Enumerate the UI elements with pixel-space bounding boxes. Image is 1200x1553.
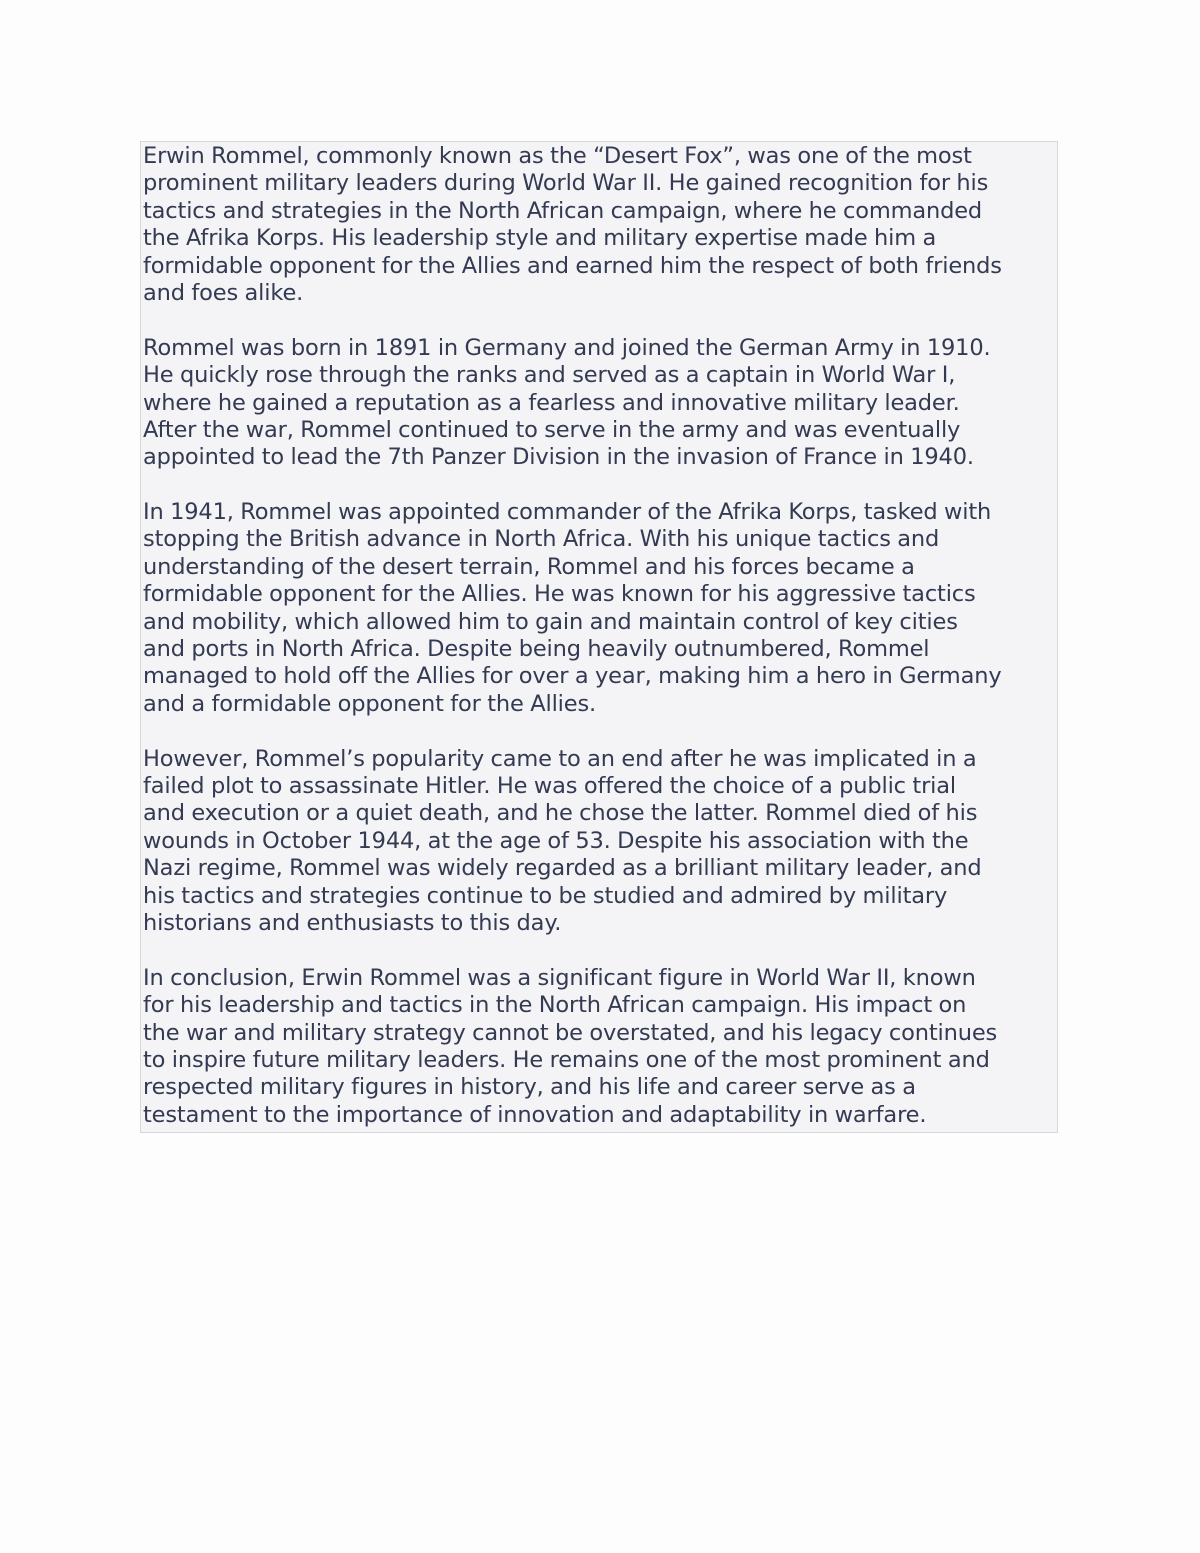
paragraph-3 [143,499,1057,718]
text-line: and ports in North Africa. Despite being heavily outnumbered, Rommel [143,636,930,663]
text-line: managed to hold off the Allies for over a year, making him a hero in Germany [143,663,1002,690]
text-line: failed plot to assassinate Hitler. He was offered the choice of a public trial [143,772,957,799]
document-text-box [140,141,1058,1133]
text-line: formidable opponent for the Allies and earned him the respect of both friends [143,252,1002,279]
text-line: In conclusion, Erwin Rommel was a significant figure in World War II, known [143,964,976,991]
paragraph-4 [143,746,1057,938]
text-line: appointed to lead the 7th Panzer Division in the invasion of France in 1940. [143,444,974,471]
text-line: his tactics and strategies continue to be studied and admired by military [143,882,948,909]
text-line: to inspire future military leaders. He remains one of the most prominent and [143,1046,990,1073]
text-line: prominent military leaders during World War II. He gained recognition for his [143,170,989,197]
text-line: wounds in October 1944, at the age of 53. Despite his association with the [143,827,969,854]
text-line: the war and military strategy cannot be overstated, and his legacy continues [143,1019,998,1046]
text-line: In 1941, Rommel was appointed commander of the Afrika Korps, tasked with [143,499,992,526]
text-line: and mobility, which allowed him to gain and maintain control of key cities [143,608,958,635]
text-line: where he gained a reputation as a fearless and innovative military leader. [143,389,960,416]
text-line: respected military figures in history, and his life and career serve as a [143,1074,916,1101]
text-line: Rommel was born in 1891 in Germany and joined the German Army in 1910. [143,334,991,361]
text-line: After the war, Rommel continued to serve in the army and was eventually [143,416,961,443]
text-line: and execution or a quiet death, and he chose the latter. Rommel died of his [143,800,978,827]
text-line: However, Rommel’s popularity came to an end after he was implicated in a [143,745,977,772]
text-line: He quickly rose through the ranks and served as a captain in World War I, [143,362,956,389]
text-line: stopping the British advance in North Africa. With his unique tactics and [143,526,940,553]
text-line: for his leadership and tactics in the North African campaign. His impact on [143,992,967,1019]
text-line: understanding of the desert terrain, Rommel and his forces became a [143,553,915,580]
text-line: and foes alike. [143,279,304,306]
paragraph-1 [143,143,1057,307]
text-line: and a formidable opponent for the Allies. [143,690,597,717]
paragraph-5 [143,965,1057,1129]
text-line: Nazi regime, Rommel was widely regarded as a brilliant military leader, and [143,855,982,882]
paragraph-2 [143,335,1057,472]
text-line: formidable opponent for the Allies. He was known for his aggressive tactics [143,581,976,608]
text-line: the Afrika Korps. His leadership style and military expertise made him a [143,225,937,252]
text-line: testament to the importance of innovation and adaptability in warfare. [143,1101,927,1128]
text-line: historians and enthusiasts to this day. [143,909,562,936]
text-line: tactics and strategies in the North African campaign, where he commanded [143,197,983,224]
text-line: Erwin Rommel, commonly known as the “Desert Fox”, was one of the most [143,143,972,169]
